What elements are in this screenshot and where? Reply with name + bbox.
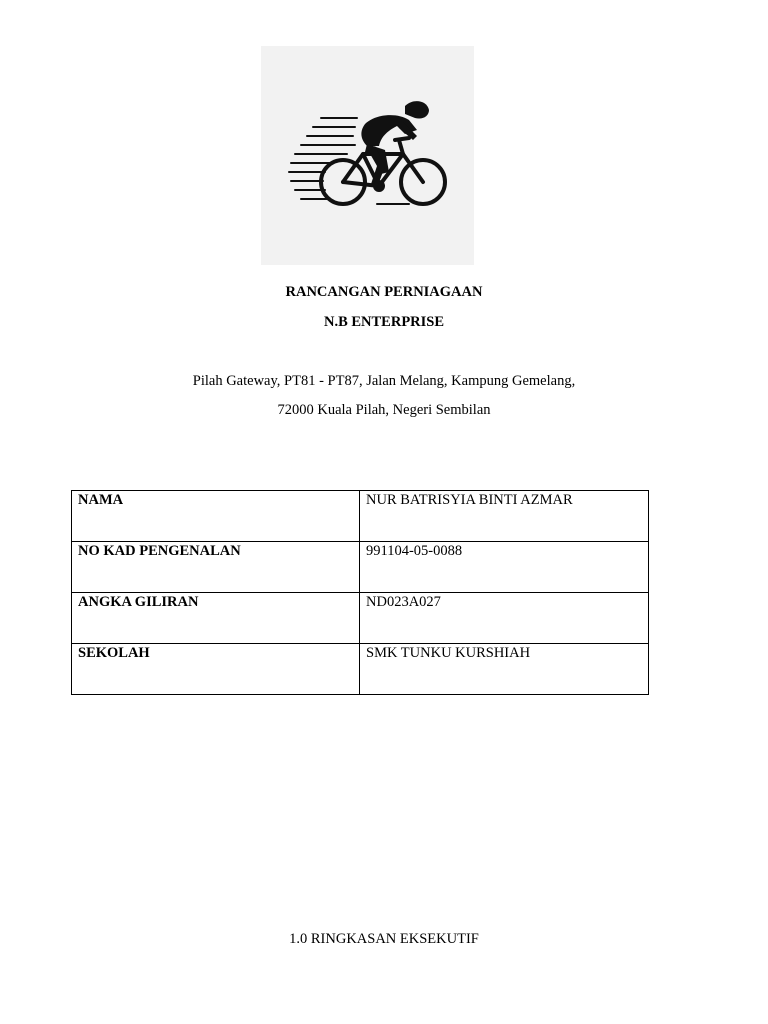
document-title: RANCANGAN PERNIAGAAN xyxy=(285,284,483,300)
table-row xyxy=(72,644,649,695)
label-nama: NAMA xyxy=(78,492,124,508)
row-label xyxy=(72,593,360,644)
table-row xyxy=(72,542,649,593)
row-label xyxy=(72,491,360,542)
row-value xyxy=(360,644,649,695)
row-value xyxy=(360,491,649,542)
value-no-kad: 991104-05-0088 xyxy=(366,543,463,559)
table-row xyxy=(72,491,649,542)
section-heading: 1.0 RINGKASAN EKSEKUTIF xyxy=(289,931,479,947)
value-nama: NUR BATRISYIA BINTI AZMAR xyxy=(366,492,573,508)
row-value xyxy=(360,593,649,644)
row-label xyxy=(72,542,360,593)
logo xyxy=(261,46,474,265)
cyclist-icon xyxy=(285,96,450,216)
address-line-2: 72000 Kuala Pilah, Negeri Sembilan xyxy=(277,402,491,418)
table-row xyxy=(72,593,649,644)
row-label xyxy=(72,644,360,695)
address-line-1: Pilah Gateway, PT81 - PT87, Jalan Melang, Kampung Gemelang, xyxy=(192,373,576,389)
label-sekolah: SEKOLAH xyxy=(78,645,150,661)
value-sekolah: SMK TUNKU KURSHIAH xyxy=(366,645,531,661)
label-no-kad: NO KAD PENGENALAN xyxy=(78,543,241,559)
company-name: N.B ENTERPRISE xyxy=(323,314,445,330)
value-angka-giliran: ND023A027 xyxy=(366,594,441,610)
info-table xyxy=(71,490,649,695)
row-value xyxy=(360,542,649,593)
label-angka-giliran: ANGKA GILIRAN xyxy=(78,594,199,610)
